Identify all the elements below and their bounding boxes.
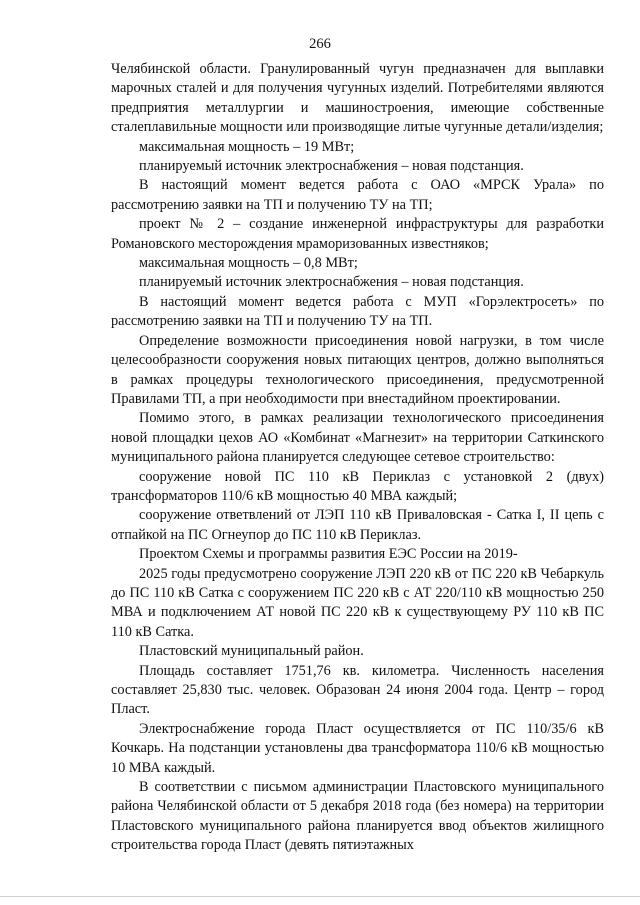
paragraph: В настоящий момент ведется работа с ОАО «МРСК Урала» по рассмотрению заявки на ТП и получению ТУ на ТП; (111, 177, 604, 213)
paragraph: 2025 годы предусмотрено сооружение ЛЭП 220 кВ от ПС 220 кВ Чебаркуль до ПС 110 кВ Сатка с сооружением ПС 220 кВ с АТ 220/110 кВ мощностью 250 МВА и подключением АТ новой ПС 220 кВ к существующему РУ 110 кВ ПС 110 кВ Сатка. (111, 565, 604, 640)
paragraph: Пластовский муниципальный район. (139, 643, 364, 660)
document-body (111, 60, 604, 856)
paragraph: сооружение ответвлений от ЛЭП 110 кВ Приваловская - Сатка I, II цепь с отпайкой на ПС Огнеупор до ПС 110 кВ Периклаз. (111, 507, 604, 543)
paragraph: Определение возможности присоединения новой нагрузки, в том числе целесообразности сооружения новых питающих центров, должно выполняться в рамках процедуры технологического присоединения, предусмотренной Правилами ТП, а при необходимости при внестадийном проектировании. (111, 332, 604, 407)
paragraph: сооружение новой ПС 110 кВ Периклаз с установкой 2 (двух) трансформаторов 110/6 кВ мощностью 40 МВА каждый; (111, 468, 604, 504)
paragraph: Помимо этого, в рамках реализации технологического присоединения новой площадки цехов АО «Комбинат «Магнезит» на территории Саткинского муниципального района планируется следующее сетевое строительство: (111, 410, 604, 466)
paragraph: проект № 2 – создание инженерной инфраструктуры для разработки Романовского месторождения мраморизованных известняков; (111, 216, 604, 252)
paragraph: планируемый источник электроснабжения – новая подстанция. (139, 274, 524, 291)
paragraph: Площадь составляет 1751,76 кв. километра. Численность населения составляет 25,830 тыс. человек. Образован 24 июня 2004 года. Центр – город Пласт. (111, 662, 604, 718)
paragraph: В соответствии с письмом администрации Пластовского муниципального района Челябинской области от 5 декабря 2018 года (без номера) на территории Пластовского муниципального района планируется ввод объектов жилищного строительства города Пласт (девять пятиэтажных (111, 779, 604, 854)
paragraph: планируемый источник электроснабжения – новая подстанция. (139, 158, 524, 175)
page-number: 266 (309, 36, 331, 52)
paragraph: Челябинской области. Гранулированный чугун предназначен для выплавки марочных сталей и для получения чугунных изделий. Потребителями являются предприятия металлургии и машиностроения, имеющие собственные сталеплавильные мощности или производящие литые чугунные детали/изделия; (111, 61, 604, 136)
paragraph: максимальная мощность – 19 МВт; (139, 138, 355, 155)
scan-edge-divider (0, 896, 640, 897)
paragraph: Электроснабжение города Пласт осуществляется от ПС 110/35/6 кВ Кочкарь. На подстанции установлены два трансформатора 110/6 кВ мощностью 10 МВА каждый. (111, 720, 604, 776)
paragraph: Проектом Схемы и программы развития ЕЭС России на 2019- (139, 546, 518, 563)
paragraph: В настоящий момент ведется работа с МУП «Горэлектросеть» по рассмотрению заявки на ТП и получению ТУ на ТП. (111, 293, 604, 330)
paragraph: максимальная мощность – 0,8 МВт; (139, 255, 358, 272)
